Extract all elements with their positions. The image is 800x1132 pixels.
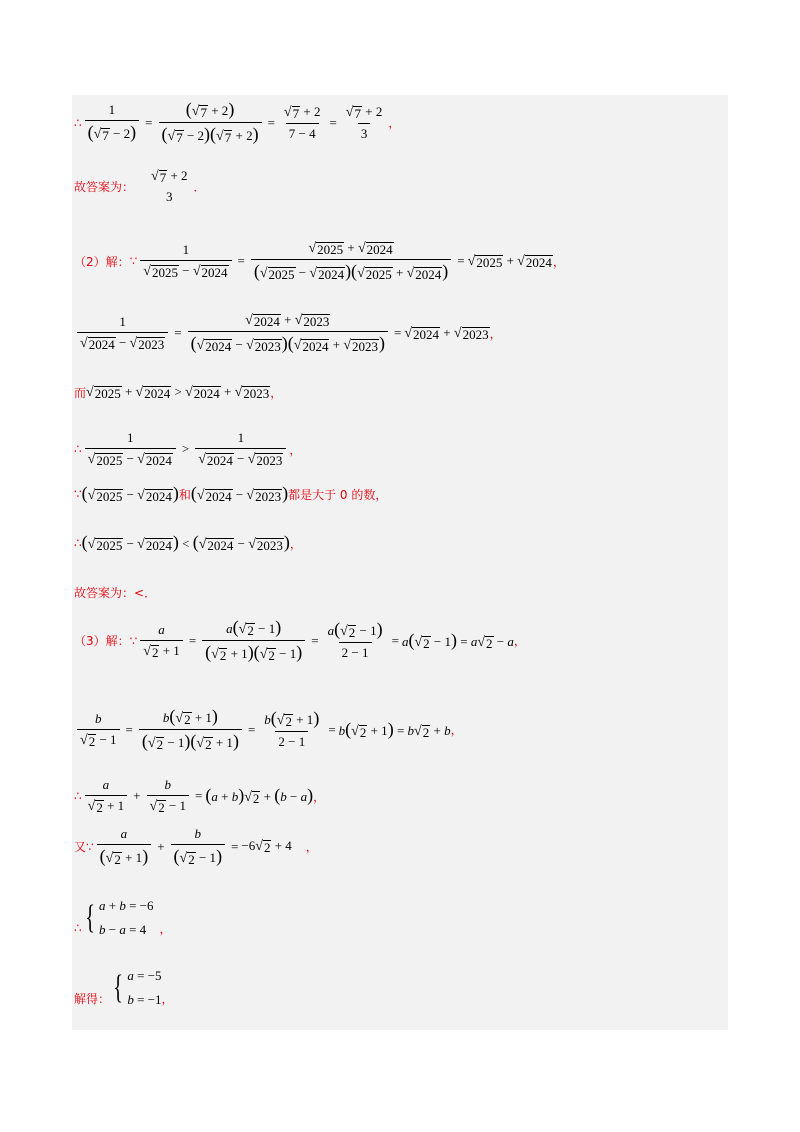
line-part3-sum: ∴ a √ 2 + 1 + b √ 2 − 1 = (a + b) √ 2 + (b − a) ， [74, 777, 326, 815]
fraction: 1 √ 2024 − √ 2023 [77, 314, 168, 352]
fraction: b √ 2 − 1 [147, 777, 190, 815]
fraction: √ 7 + 2 3 [345, 103, 383, 141]
fraction: √ 7 + 2 7 − 4 [283, 103, 321, 141]
fraction: a √ 2 + 1 [140, 622, 183, 660]
fraction: 1 √ 2025 − √ 2024 [140, 242, 231, 280]
fraction: √ 2024 + √ 2023 ( √ 2024 − √ 2023 )( √ 2024 + √ 2023 ) [188, 312, 388, 355]
part3-label: （3）解： [74, 634, 130, 649]
fraction: b ( √ 2 − 1) [171, 826, 226, 867]
line-part2-step2: 1 √ 2024 − √ 2023 = √ 2024 + √ 2023 ( √ 2024 − √ 2023 )( √ 2024 + √ 2023 ) = √ 2024 + √ 2023 ， [74, 312, 502, 355]
fraction: a √ 2 + 1 [85, 777, 128, 815]
fraction: b √ 2 − 1 [77, 711, 120, 749]
fraction: b( √ 2 + 1) 2 − 1 [264, 708, 320, 750]
line-part2-step1: （2）解： ∵ 1 √ 2025 − √ 2024 = √ 2025 + √ 2024 ( √ 2025 − √ 2024 )( √ 2025 + √ 2024 ) = √ 2025 + √ 2024 ， [74, 240, 565, 283]
fraction: a( √ 2 − 1) ( √ 2 + 1)( √ 2 − 1) [202, 618, 305, 664]
fraction: a( √ 2 − 1) 2 − 1 [327, 619, 383, 661]
line-part3-system: ∴ { a + b = −6 b − a = 4 ， [74, 898, 172, 937]
fraction: 1 √ 2024 − √ 2023 [195, 430, 286, 468]
content-panel [72, 95, 728, 1030]
line-part1-simplify: ∴ 1 ( √ 7 − 2) = ( √ 7 + 2) ( √ 7 − 2)( √ 7 + 2) = √ 7 + 2 7 − 4 = √ 7 + 2 3 ， [74, 99, 401, 146]
fraction: a ( √ 2 + 1) [97, 826, 152, 867]
answer-part1: 故答案为： √ 7 + 2 3 ． [74, 168, 206, 205]
fraction: 1 √ 2025 − √ 2024 [85, 430, 176, 468]
fraction: √ 2025 + √ 2024 ( √ 2025 − √ 2024 )( √ 2025 + √ 2024 ) [251, 240, 451, 283]
line-part2-compare: 而 √ 2025 + √ 2024 > √ 2024 + √ 2023 ， [74, 384, 283, 401]
answer-label: 故答案为： [74, 180, 135, 195]
equation-system: { a + b = −6 b − a = 4 [84, 898, 154, 937]
fraction: 1 ( √ 7 − 2) [85, 102, 140, 143]
fraction: √ 7 + 2 3 [151, 168, 188, 205]
solution-system: { a = −5 b = −1 [113, 968, 162, 1007]
line-part3-given: 又 ∵ a ( √ 2 + 1) + b ( √ 2 − 1) = −6 √ 2 + 4 ， [74, 826, 318, 867]
answer-part2: 故答案为： < ． [74, 585, 157, 600]
fraction: ( √ 7 + 2) ( √ 7 − 2)( √ 7 + 2) [159, 100, 262, 146]
therefore-symbol: ∴ [74, 115, 82, 130]
line-part3-b: b √ 2 − 1 = b( √ 2 + 1) ( √ 2 − 1)( √ 2 + 1) = b( √ 2 + 1) 2 − 1 = b( √ 2 + 1) = b √ 2 + b ， [74, 707, 463, 753]
line-part3-solution: 解得： { a = −5 b = −1 ， [74, 968, 174, 1007]
line-part2-positive: ∵ ( √ 2025 − √ 2024 ) 和 ( √ 2024 − √ 2023 ) 都是大于 0 的数， [74, 483, 388, 504]
part2-label: （2）解： [74, 254, 130, 269]
line-part2-fraction-compare: ∴ 1 √ 2025 − √ 2024 > 1 √ 2024 − √ 2023 ， [74, 430, 302, 468]
line-part3-a: （3）解： ∵ a √ 2 + 1 = a( √ 2 − 1) ( √ 2 + 1)( √ 2 − 1) = a( √ 2 − 1) 2 − 1 = a( √ 2 − 1) = a √ 2 − a ， [74, 617, 526, 664]
line-part2-conclusion: ∴ ( √ 2025 − √ 2024 ) < ( √ 2024 − √ 2023 ) ， [74, 532, 302, 553]
fraction: b( √ 2 + 1) ( √ 2 − 1)( √ 2 + 1) [139, 707, 242, 753]
